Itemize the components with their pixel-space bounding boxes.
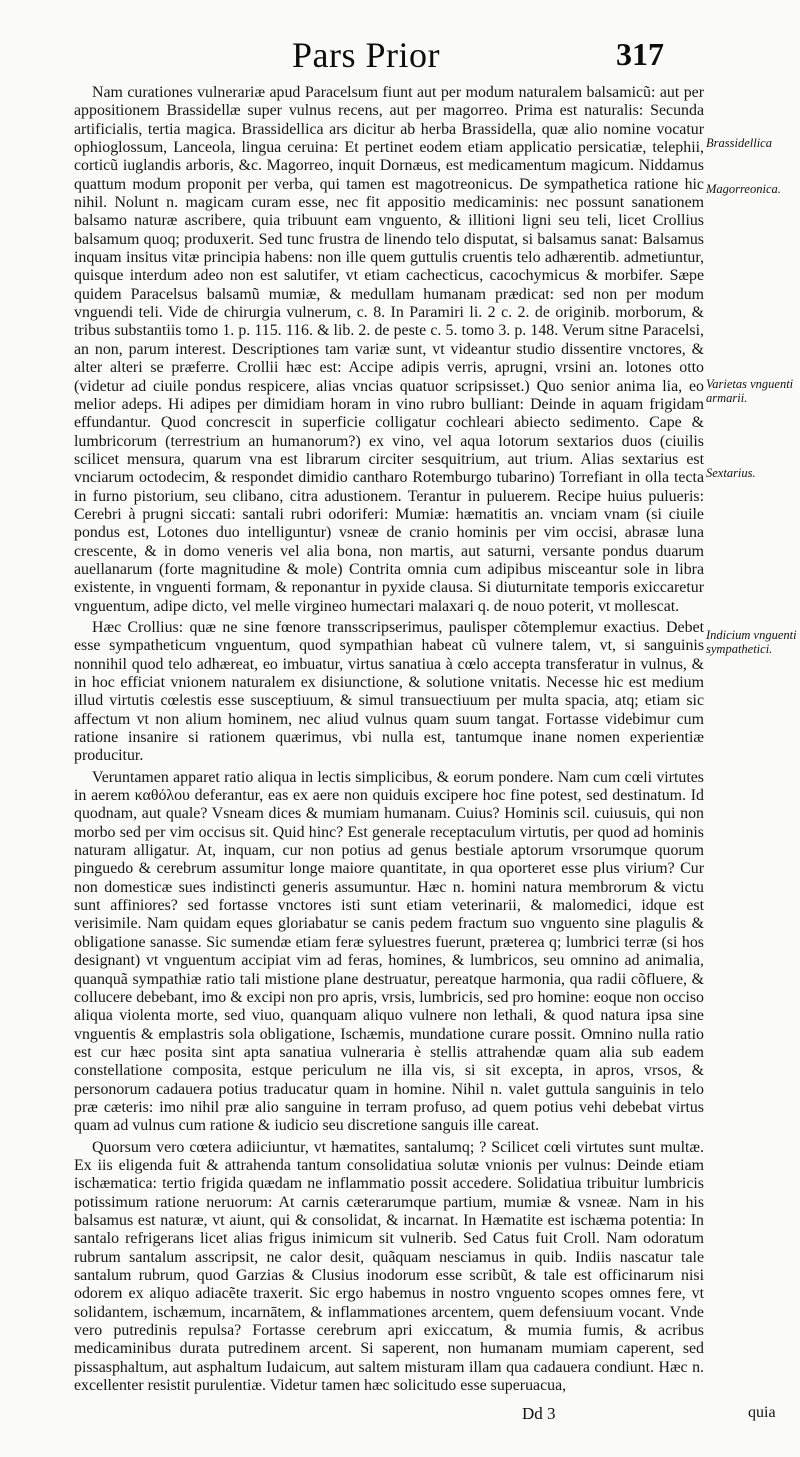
margin-notes (706, 0, 800, 1457)
paragraph-4: Quorsum vero cœtera adiiciuntur, vt hæmatites, santalumq; ? Scilicet cœli virtutes sunt multæ. Ex iis eligenda fuit & attrahenda tantum consolidatiua solutæ vnionis per vulnus: Deinde etiam ischæmatica: tertio frigida quædam ne inflammatio possit accedere. Solidatiua tribuitur lumbricis potissimum ratione neruorum: At carnis cæterarumque partium, mumiæ & vsneæ. Nam in his balsamus est naturæ, vt aiunt, qui & consolidat, & incarnat. In Hæmatite est ischæma potentia: In santalo refrigerans licet alias frigus inimicum sit vulnerib. Sed Catus fuit Croll. Nam odoratum rubrum santalum asscripsit, ne calor desit, quãquam nesciamus in quib. Indiis nascatur tale santalum rubrum, quod Garzias & Clusius inodorum esse scribũt, & tale est officinarum nisi odorem ex aliquo adiacẽte traxerit. Sic ergo habemus in nostro vnguento scopes omnes fere, vt solidantem, ischæmum, incarnātem, & inflammationes arcentem, quem defensiuum vocant. Vnde vero putredinis repulsa? Fortasse cerebrum apri exiccatum, & mumia fumis, & acribus medicaminibus durata putredinem arcent. Si saperent, non humanam mumiam caperent, sed pissasphaltum, aut asphaltum Iudaicum, aut saltem misturam illam qua cadauera condiunt. Hæc n. excellenter resistit purulentiæ. Videtur tamen hæc solicitudo esse superuacua, (74, 1138, 704, 1395)
main-text (74, 84, 704, 1395)
margin-note-indicium: Indicium vnguenti sympathetici. (706, 628, 797, 656)
paragraph-2: Hæc Crollius: quæ ne sine fœnore transscripserimus, paulisper cõtemplemur exactius. Debet esse sympatheticum vnguentum, quod sympathian habeat cũ vulnere talem, vt, si sanguinis nonnihil quod telo adhæreat, eo imbuatur, virtus sanatiua à cœlo accepta transferatur in vulnus, & in hoc efficiat vnionem naturalem ex disiunctione, & solutione vnitatis. Necesse hic est medium illud virtutis cœlestis esse susceptiuum, & simul transuectiuum per multa spacia, atq; etiam sic affectum vt non alium hominem, nec aliud vulnus quam suum tangat. Fortasse videbimur cum ratione insanire si rationem quærimus, vbi nulla est, tantumque inane nomen experientiæ producitur. (74, 618, 704, 765)
margin-note-varietas: Varietas vnguenti armarii. (706, 377, 794, 405)
signature-mark: Dd 3 (522, 1404, 556, 1423)
page-footer (0, 1404, 800, 1434)
running-head (0, 30, 800, 80)
page-title: Pars Prior (292, 35, 440, 75)
margin-note-magorreonica: Magorreonica. (706, 182, 781, 196)
catchword: quia (748, 1404, 776, 1421)
margin-note-brassidellica: Brassidellica (706, 136, 772, 150)
paragraph-3: Veruntamen apparet ratio aliqua in lectis simplicibus, & eorum pondere. Nam cum cœli virtutes in aerem καθόλου deferantur, eas ex aere non quiduis excipere hoc fine potest, sed destinatum. Id quodnam, aut quale? Vsneam dices & mumiam humanam. Cuius? Hominis scil. cuiusuis, qui non morbo sed per vim occisus sit. Quid hinc? Est generale receptaculum virtutis, per quod ad hominis naturam alligatur. At, inquam, cur non potius ad genus bestiale aptorum vrsorumque quorum pinguedo & cerebrum assumitur longe maiore quantitate, in qua oporteret esse plus virium? Cur non domesticæ sues indistincti generis assumuntur. Hæc n. homini natura membrorum & victu sunt affiniores? sed fortasse vnctores isti sunt etiam veterinarii, & malomedici, idque est verisimile. Nam quidam eques gloriabatur se canis pedem fractum suo vnguento sine plagulis & obligatione sanasse. Sic sumendæ etiam feræ syluestres fuerunt, præterea q; lumbrici terræ (si hos designant) vt vnguentum accipiat vim ad feras, homines, & lumbricos, seu omnino ad animalia, quanquã sympathiæ ratio tali mistione plane destruatur, pereatque harmonia, qua radii cõfluere, & collucere debebant, imo & excipi non pro apris, vrsis, lumbricis, sed pro homine: eoque non occiso aliqua violenta morte, sed viuo, quanquam aliquo vulnere non lethali, & quod natura ipsa sine vnguentis & emplastris sola obligatione, Ischæmis, mundatione curare possit. Omnino nulla ratio est cur hæc posita sint apta sanatiua vulneraria è stellis attrahendæ quam alia sub eadem constellatione composita, estque periculum ne illa vis, si sit excepta, in apros, vrsos, & personorum cadauera potius traducatur quam in homine. Nihil n. valet guttula sanguinis in telo præ cæteris: imo nihil præ alio sanguine in terram profuso, ad quem potius vehi debebat virtus quam ad vulnus cum ratione & iudicio seu discretione sanguis ille careat. (74, 768, 704, 1135)
page-number: 317 (616, 36, 664, 72)
margin-note-sextarius: Sextarius. (706, 466, 756, 480)
paragraph-1: Nam curationes vulnerariæ apud Paracelsum fiunt aut per modum naturalem balsamicũ: aut per appositionem Brassidellæ super vulnus recens, aut per magorreo. Prima est naturalis: Secunda artificialis, tertia magica. Brassidellica ars dicitur ab herba Brassidella, quæ alio nomine vocatur ophioglossum, Lanceola, lingua ceruina: Et pertinet eodem etiam applicatio persicatiæ, telephii, corticũ iuglandis arboris, &c. Magorreo, inquit Dornæus, est medicamentum magicum. Niddamus quattum modum proponit per verba, qui tamen est magotreonicus. De sympathetica ratione hic nihil. Nolunt n. magicam curam esse, nec fit appositio medicaminis: nec possunt sanationem balsamo naturæ ascribere, quia tribuunt eam vnguento, & illitioni ligni seu teli, licet Crollius balsamum quoq; produxerit. Sed tunc frustra de linendo telo disputat, si balsamus sanat: Balsamus inquam insitus vitæ principia habens: non ille quem guttulis cruentis telo adhærentib. admetiuntur, quisque interdum adeo non est salutifer, vt etiam cachecticus, cacochymicus & morbifer. Sæpe quidem Paracelsus balsamũ mumiæ, & medullam humanam prædicat: sed non per modum vnguendi teli. Vide de chirurgia vulnerum, c. 8. In Paramiri li. 2 c. 2. de originib. morborum, & tribus substantiis tomo 1. p. 115. 116. & lib. 2. de peste c. 5. tomo 3. p. 148. Verum sitne Paracelsi, an non, parum interest. Descriptiones tam variæ sunt, vt videantur studio dissentire vnctores, & alter alteri se præferre. Crollii hæc est: Accipe adipis verris, aprugni, vrsini an. lotones otto (videtur ad ciuile pondus respicere, alias vncias quatuor scripsisset.) Quo senior anima lia, eo melior adeps. Hi adipes per dimidiam horam in vino rubro bulliant: Deinde in aquam frigidam effundantur. Quod concrescit in superficie colligatur cochleari abiecto sedimento. Cape & lumbricorum (terrestrium an humanorum?) ex vino, vel aqua lotorum sextarios duos (ciuilis scilicet mensura, quarum vna est librarum circiter sesquitrium, aut trium. Alias sextarius est vnciarum octodecim, & respondet dimidio cantharo Rotemburgo tubarino) Torrefiant in olla tecta in furno pistorium, seu clibano, citra adustionem. Terantur in puluerem. Recipe huius pulueris: Cerebri à prugni siccati: santali rubri odoriferi: Mumiæ: hæmatitis an. vnciam vnam (si ciuile pondus est, Lotones duo intelliguntur) vsneæ de cranio hominis per vim occisi, abrasæ luna crescente, & in domo veneris vel alia bona, non martis, aut saturni, versante pondus duarum auellanarum (forte magnitudine & mole) Contrita omnia cum adipibus misceantur sole in libra existente, in vnguenti formam, & reponantur in pyxide clausa. Si diuturnitate temporis exiccaretur vnguentum, adipe dicto, vel melle virgineo humectari malaxari q. de nouo poterit, vt mollescat. (74, 84, 704, 615)
